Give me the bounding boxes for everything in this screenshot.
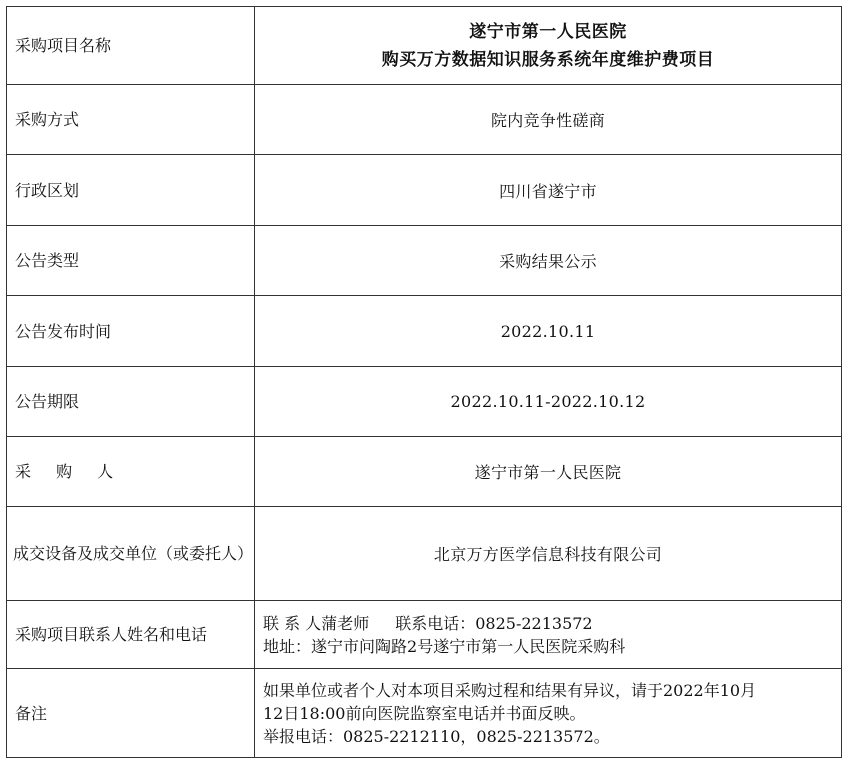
purchaser-label: 采 购 人 <box>7 437 255 507</box>
purchaser-value: 遂宁市第一人民医院 <box>474 463 622 482</box>
region-label: 行政区划 <box>7 155 255 226</box>
remarks-line2: 12日18:00前向医院监察室电话并书面反映。 <box>263 703 586 723</box>
contact-label: 采购项目联系人姓名和电话 <box>7 601 255 669</box>
winner-label: 成交设备及成交单位（或委托人） <box>7 507 255 601</box>
notice-type-value: 采购结果公示 <box>499 252 597 271</box>
publish-time-value: 2022.10.11 <box>500 321 596 341</box>
contact-address: 遂宁市问陶路2号遂宁市第一人民医院采购科 <box>311 636 626 656</box>
row-region <box>7 155 842 226</box>
period-value: 2022.10.11-2022.10.12 <box>450 392 646 411</box>
procurement-result-table <box>6 6 842 758</box>
method-value: 院内竞争性磋商 <box>490 111 606 130</box>
row-purchaser <box>7 437 842 507</box>
contact-person: 蒲老师 <box>321 613 370 633</box>
method-label: 采购方式 <box>7 85 255 155</box>
row-contact <box>7 601 842 669</box>
contact-address-label: 地址： <box>263 636 312 656</box>
remarks-label: 备注 <box>7 669 255 758</box>
contact-person-label: 联 系 人 <box>263 613 322 633</box>
remarks-line1: 如果单位或者个人对本项目采购过程和结果有异议，请于2022年10月 <box>263 680 757 700</box>
winner-value: 北京万方医学信息科技有限公司 <box>433 545 663 564</box>
row-period <box>7 367 842 437</box>
project-name-line2: 购买万方数据知识服务系统年度维护费项目 <box>381 49 715 70</box>
notice-type-label: 公告类型 <box>7 226 255 296</box>
remarks-value <box>255 669 842 758</box>
publish-time-label: 公告发布时间 <box>7 296 255 367</box>
project-name-line1: 遂宁市第一人民医院 <box>469 21 627 42</box>
region-value: 四川省遂宁市 <box>499 181 597 201</box>
row-notice-type <box>7 226 842 296</box>
row-publish-time <box>7 296 842 367</box>
row-project-name <box>7 7 842 85</box>
row-method <box>7 85 842 155</box>
remarks-line3: 举报电话：0825-2212110，0825-2213572。 <box>263 726 610 746</box>
contact-phone-label: 联系电话： <box>395 613 476 633</box>
row-winner <box>7 507 842 601</box>
project-name-label: 采购项目名称 <box>7 7 255 85</box>
contact-value <box>255 601 842 669</box>
row-remarks <box>7 669 842 758</box>
contact-phone: 0825-2213572 <box>475 613 593 633</box>
period-label: 公告期限 <box>7 367 255 437</box>
contact-line1 <box>263 612 833 635</box>
project-name-value <box>255 7 842 85</box>
contact-line2 <box>263 635 833 658</box>
